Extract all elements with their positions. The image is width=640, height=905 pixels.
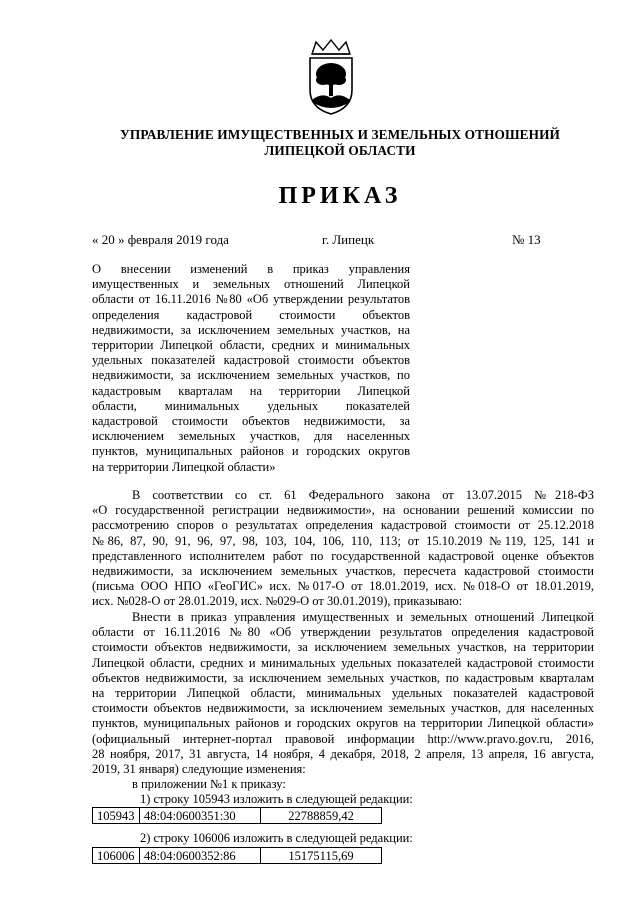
- subject-line: пунктов, муниципальных районов и городских округов: [92, 444, 410, 459]
- row-number-cell: 106006: [93, 848, 140, 864]
- subject-line: кадастровой стоимости объектов недвижимости, за: [92, 414, 410, 429]
- cadastral-number-cell: 48:04:0600351:30: [140, 808, 261, 824]
- preamble-paragraph: [92, 488, 594, 610]
- document-city: г. Липецк: [322, 232, 375, 247]
- paragraph-line: В соответствии со ст. 61 Федерального закона от 13.07.2015 №218-ФЗ: [132, 488, 594, 502]
- subject-line: удельных показателей кадастровой стоимости объектов: [92, 353, 410, 368]
- paragraph-line: исх. №028-О от 28.01.2019, исх. №029-О от 30.01.2019), приказываю:: [92, 594, 463, 609]
- subject-line: кадастровым кварталам на территории Липецкой: [92, 383, 410, 398]
- item-2-label: 2) строку 106006 изложить в следующей редакции:: [140, 831, 413, 845]
- row-number-cell: 105943: [93, 808, 140, 824]
- paragraph-line: №86, 87, 90, 91, 96, 97, 98, 103, 104, 106, 110, 113; от 15.10.2019 №119, 125, 141 и: [92, 533, 594, 548]
- lipetsk-coat-of-arms-icon: [296, 38, 366, 116]
- subject-line: определения кадастровой стоимости объектов: [92, 307, 410, 322]
- document-type-title: ПРИКАЗ: [278, 183, 402, 209]
- annex-line: в приложении №1 к приказу:: [132, 777, 286, 791]
- item-1-label: 1) строку 105943 изложить в следующей редакции:: [140, 792, 413, 806]
- cadastral-value-cell: 22788859,42: [261, 808, 382, 824]
- subject-line: области, минимальных удельных показателей: [92, 398, 410, 413]
- organization-name-line1: УПРАВЛЕНИЕ ИМУЩЕСТВЕННЫХ И ЗЕМЕЛЬНЫХ ОТНОШЕНИЙ: [120, 127, 560, 142]
- paragraph-line: Липецкой области, средних и минимальных удельных показателей кадастровой стоимости: [92, 655, 594, 670]
- cadastral-number-cell: 48:04:0600352:86: [140, 848, 261, 864]
- document-number: № 13: [512, 232, 541, 247]
- paragraph-line: Внести в приказ управления имущественных и земельных отношений Липецкой: [132, 610, 594, 624]
- organization-name-line2: ЛИПЕЦКОЙ ОБЛАСТИ: [264, 143, 416, 158]
- subject-line: территории Липецкой области, средних и минимальных: [92, 338, 410, 353]
- subject-line: имущественных и земельных отношений Липецкой: [92, 277, 410, 292]
- paragraph-line: рассмотрению споров о результатах определения кадастровой стоимости от 25.12.2018: [92, 518, 594, 533]
- paragraph-line: (письма ООО НПО «ГеоГИС» исх. №017-О от 18.01.2019, исх. №018-О от 18.01.2019,: [92, 579, 594, 594]
- table-row: [93, 808, 382, 824]
- subject-line: О внесении изменений в приказ управления: [92, 262, 410, 276]
- subject-line: на территории Липецкой области»: [92, 459, 276, 474]
- cadastral-value-cell: 15175115,69: [261, 848, 382, 864]
- paragraph-line: 2019, 31 января) следующие изменения:: [92, 762, 306, 777]
- order-subject: [92, 262, 410, 475]
- document-date: « 20 » февраля 2019 года: [92, 232, 229, 247]
- paragraph-line: (официальный интернет-портал правовой информации http://www.pravo.gov.ru, 2016,: [92, 731, 594, 746]
- paragraph-line: 28 ноября, 2017, 31 августа, 14 ноября, 4 декабря, 2018, 2 апреля, 13 апреля, 16 августа,: [92, 746, 594, 761]
- subject-line: исключением земельных участков, для населенных: [92, 429, 410, 444]
- item-2-table: [92, 847, 382, 864]
- paragraph-line: «О государственной регистрации недвижимости», на основании решений комиссии по: [92, 503, 594, 518]
- paragraph-line: представленного исполнителем работ по государственной кадастровой оценке объектов: [92, 548, 594, 563]
- table-row: [93, 848, 382, 864]
- subject-line: недвижимости, за исключением земельных участков, на: [92, 322, 410, 337]
- subject-line: недвижимости, за исключением земельных участков, по: [92, 368, 410, 383]
- subject-line: области от 16.11.2016 №80 «Об утверждении результатов: [92, 292, 410, 307]
- order-paragraph: [92, 610, 594, 777]
- paragraph-line: стоимости объектов недвижимости, за исключением земельных участков, для населенных: [92, 701, 594, 716]
- paragraph-line: недвижимости, за исключением земельных участков, пересчета кадастровой стоимости: [92, 564, 594, 579]
- item-1-table: [92, 807, 382, 824]
- paragraph-line: стоимости объектов недвижимости, за исключением земельных участков, на территории: [92, 640, 594, 655]
- paragraph-line: объектов недвижимости, за исключением земельных участков, по кадастровым кварталам: [92, 670, 594, 685]
- paragraph-line: области от 16.11.2016 №80 «Об утверждении результатов определения кадастровой: [92, 625, 594, 640]
- paragraph-line: пунктов, муниципальных районов и городских округов на территории Липецкой области»: [92, 716, 594, 731]
- paragraph-line: на территории Липецкой области, минимальных удельных показателей кадастровой: [92, 686, 594, 701]
